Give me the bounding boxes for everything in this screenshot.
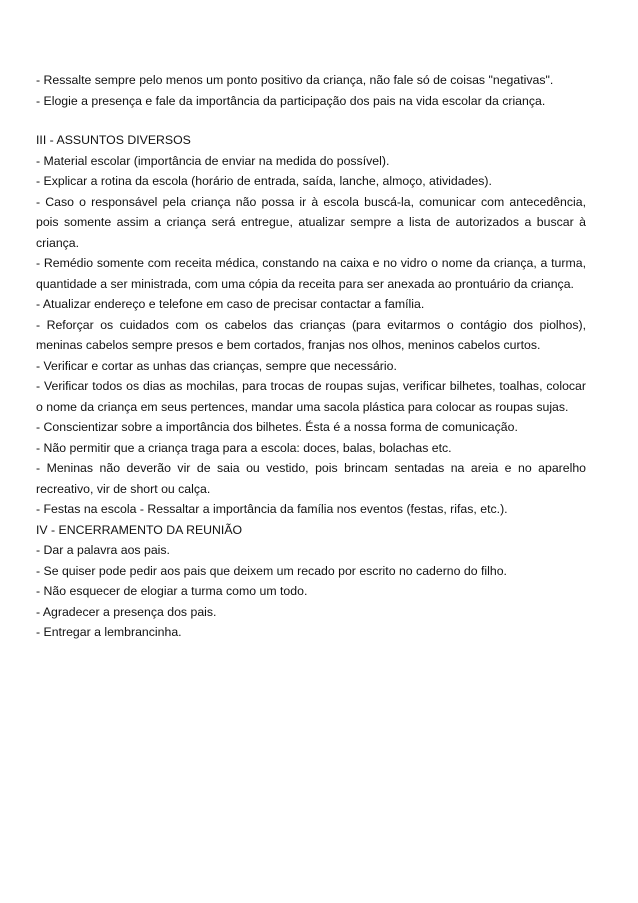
list-item: - Não permitir que a criança traga para a escola: doces, balas, bolachas etc. [36, 440, 452, 455]
list-item: - Explicar a rotina da escola (horário de entrada, saída, lanche, almoço, atividades). [36, 174, 492, 188]
intro-paragraph: - Elogie a presença e fale da importância da participação dos pais na vida escolar da criança. [36, 93, 546, 108]
list-item: - Atualizar endereço e telefone em caso de precisar contactar a família. [36, 297, 425, 311]
list-item: - Se quiser pode pedir aos pais que deixem um recado por escrito no caderno do filho. [36, 563, 507, 578]
list-item: - Dar a palavra aos pais. [36, 543, 170, 557]
list-item: - Entregar a lembrancinha. [36, 625, 182, 639]
list-item: - Festas na escola - Ressaltar a importância da família nos eventos (festas, rifas, etc.). [36, 502, 508, 516]
intro-paragraph: - Ressalte sempre pelo menos um ponto positivo da criança, não fale só de coisas "negativas". [36, 73, 554, 87]
list-item: - Não esquecer de elogiar a turma como um todo. [36, 584, 308, 598]
document-page [36, 70, 586, 643]
list-item: - Conscientizar sobre a importância dos bilhetes. Ésta é a nossa forma de comunicação. [36, 420, 518, 434]
list-item: - Caso o responsável pela criança não possa ir à escola buscá-la, comunicar com antecedência, pois somente assim a criança será entregue, atualizar sempre a lista de autorizados a buscar à criança. [36, 194, 586, 250]
list-item: - Verificar todos os dias as mochilas, para trocas de roupas sujas, verificar bilhetes, toalhas, colocar o nome da criança em seus pertences, mandar uma sacola plástica para colocar as roupas sujas. [36, 379, 586, 414]
list-item: - Remédio somente com receita médica, constando na caixa e no vidro o nome da criança, a turma, quantidade a ser ministrada, com uma cópia da receita para ser anexada ao prontuário da criança. [36, 256, 586, 291]
spacer [36, 111, 586, 130]
list-item: - Meninas não deverão vir de saia ou vestido, pois brincam sentadas na areia e no aparelho recreativo, vir de short ou calça. [36, 461, 586, 496]
list-item: - Agradecer a presença dos pais. [36, 604, 217, 619]
list-item: - Verificar e cortar as unhas das crianças, sempre que necessário. [36, 358, 397, 373]
section-heading: IV - ENCERRAMENTO DA REUNIÃO [36, 522, 243, 537]
section-heading: III - ASSUNTOS DIVERSOS [36, 133, 191, 147]
list-item: - Material escolar (importância de enviar na medida do possível). [36, 153, 390, 168]
list-item: - Reforçar os cuidados com os cabelos das crianças (para evitarmos o contágio dos piolhos), meninas cabelos sempre presos e bem cortados, franjas nos olhos, meninos cabelos curtos. [36, 317, 586, 352]
